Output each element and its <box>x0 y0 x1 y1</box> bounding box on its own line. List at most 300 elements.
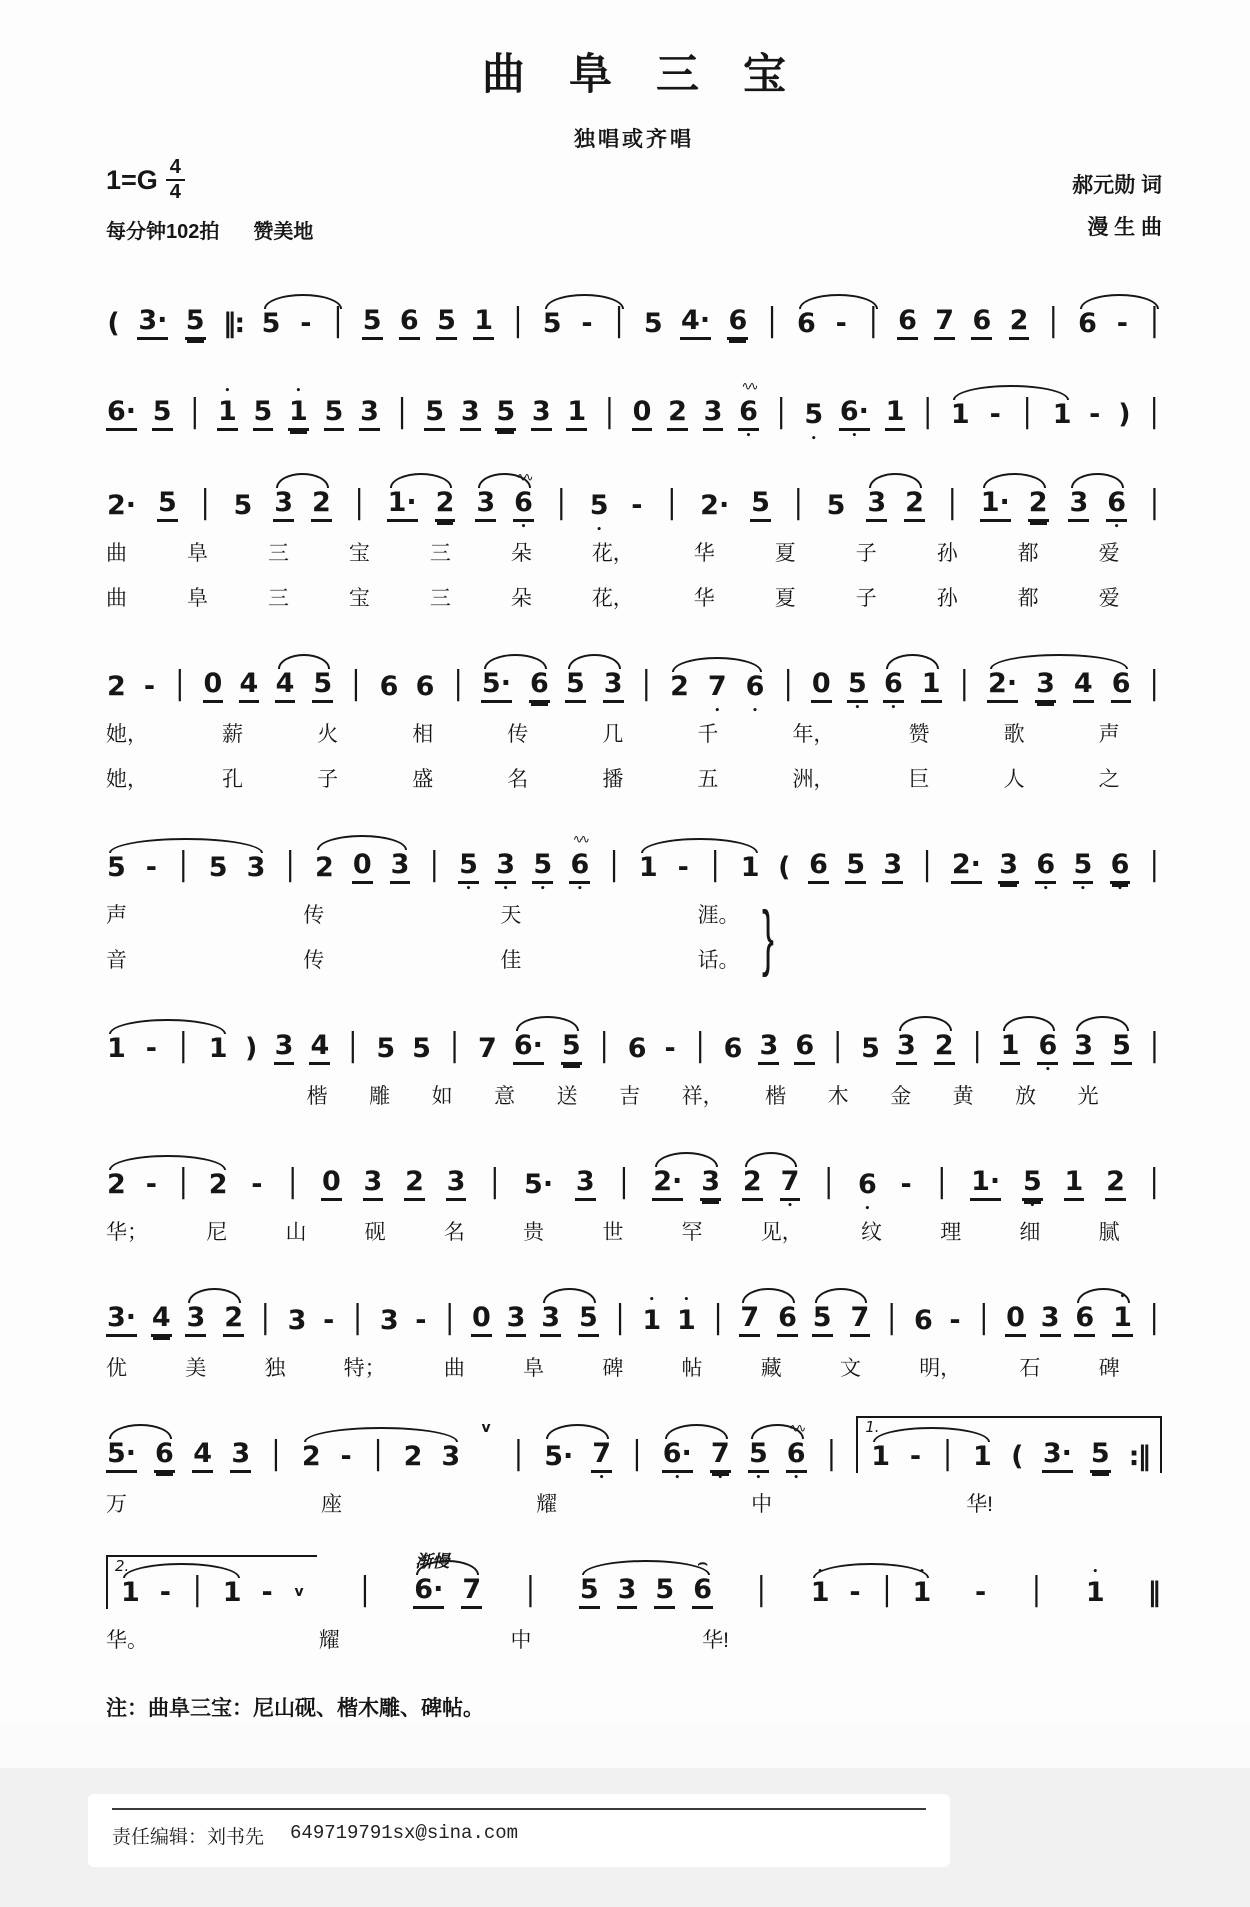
slur-group <box>542 302 627 340</box>
note: 2 <box>311 489 332 522</box>
note: 6 <box>529 670 550 703</box>
note: 5 <box>561 1032 582 1065</box>
ritardando-label: 渐慢 <box>415 1551 450 1572</box>
barline: | <box>1149 1299 1159 1336</box>
note: 6 • <box>1035 851 1056 884</box>
lyric-syllable: 话。 <box>697 949 740 973</box>
note: - <box>145 1032 157 1064</box>
slur-group <box>883 667 942 703</box>
slur-group <box>739 1301 798 1337</box>
slur-group <box>987 667 1131 703</box>
meta-left <box>106 157 313 244</box>
lyric-syllable: 世 <box>602 1221 624 1245</box>
volta-number: 2. <box>115 1556 130 1575</box>
lyric-syllable: 华! <box>702 1629 729 1653</box>
slur-group <box>540 1301 599 1337</box>
note: 2· <box>652 1168 683 1201</box>
note: • 1 <box>1085 1579 1106 1609</box>
note: 7 • <box>707 673 728 703</box>
lyric-syllable: 曲 <box>106 542 127 566</box>
key-label: 1=G <box>106 164 158 195</box>
lyric-syllable: 都 <box>1017 542 1039 566</box>
breath-mark: v <box>294 1583 304 1600</box>
barline: | <box>937 1163 947 1200</box>
lyrics-line-1 <box>106 1352 1120 1382</box>
note: ( <box>1011 1440 1024 1472</box>
note: 6 <box>777 1304 798 1337</box>
system-2 <box>106 373 1162 431</box>
note: 0 <box>1005 1304 1026 1337</box>
lyric-syllable: 她， <box>106 768 148 792</box>
note: 3 <box>998 851 1019 884</box>
note: 3· <box>137 307 168 340</box>
note: 2 <box>667 398 688 431</box>
barline: | <box>192 1571 202 1608</box>
barline: | <box>767 302 777 339</box>
note: 3 <box>603 670 624 703</box>
lyric-syllable: 子 <box>855 542 877 566</box>
note: 2· <box>987 670 1018 703</box>
note: 5 <box>861 1032 880 1064</box>
note: 6 <box>154 1440 175 1473</box>
note: 5 <box>107 851 126 883</box>
note: 5 <box>324 398 345 431</box>
barline: | <box>354 484 364 521</box>
lyric-syllable: 火 <box>317 723 339 747</box>
barline: | <box>360 1571 370 1608</box>
note: - <box>143 670 156 702</box>
lyric-syllable: 阜 <box>523 1357 545 1381</box>
lyrics-line-1 <box>106 899 740 929</box>
slur-group <box>261 302 346 340</box>
note: 3 • <box>495 851 516 884</box>
slur-group <box>273 486 332 522</box>
fermata-note: ⌢ 6 <box>692 1576 713 1609</box>
note: 0 <box>352 851 373 884</box>
note: 2· <box>700 489 730 521</box>
lyric-syllable: 五 <box>697 768 719 792</box>
trill-note: ∿∿ 6 • <box>738 398 759 431</box>
lyric-syllable: 腻 <box>1098 1221 1120 1245</box>
slur-group <box>810 1571 933 1609</box>
note: - <box>581 307 593 339</box>
slur-group <box>812 1301 871 1337</box>
note: 6 <box>794 1032 815 1065</box>
lyrics-line-1 <box>307 1080 1099 1110</box>
lyric-syllable: 曲 <box>443 1357 465 1381</box>
lyric-syllable: 夏 <box>774 542 796 566</box>
note: 6 • <box>1106 489 1127 522</box>
note: 1 <box>921 670 942 703</box>
note: 1 <box>740 851 760 883</box>
note: 1· <box>970 1168 1001 1201</box>
note: 5 <box>812 1304 833 1337</box>
barline: | <box>449 1027 460 1064</box>
slur-group <box>314 848 410 884</box>
slur-group <box>120 1571 243 1609</box>
lyric-syllable: 三 <box>267 542 289 566</box>
song-title: 曲阜三宝 <box>482 51 830 99</box>
barline: | <box>1149 1027 1159 1064</box>
lyric-syllable: 声 <box>1098 723 1120 747</box>
lyric-syllable: 意 <box>494 1085 516 1109</box>
slur-group <box>413 1573 482 1609</box>
note: • 1 <box>676 1307 697 1337</box>
note: 6· <box>413 1576 444 1609</box>
note: 6 <box>379 670 399 702</box>
note: - <box>1089 398 1101 430</box>
slur-group <box>1073 1029 1132 1065</box>
slur-group <box>106 1027 229 1065</box>
note: 5· <box>544 1440 574 1472</box>
lyric-syllable: 万 <box>106 1493 127 1517</box>
editor-email: 649719791sx@sina.com <box>290 1822 519 1845</box>
slur-group <box>106 846 266 884</box>
system-9 <box>106 1415 1162 1518</box>
slur-group <box>669 670 765 703</box>
note: 3 <box>287 1304 307 1336</box>
note: 3 <box>1073 1032 1094 1065</box>
note: 2 <box>301 1440 321 1472</box>
lyric-syllable: 吉 <box>619 1085 641 1109</box>
lyric-syllable: 声 <box>106 904 127 928</box>
note: 5 <box>578 1304 599 1337</box>
note: 6 • <box>1110 851 1131 884</box>
note: 3 <box>359 398 380 431</box>
slur-group <box>185 1301 244 1337</box>
lyric-syllable: 华。 <box>106 1629 148 1653</box>
note: - <box>323 1304 335 1336</box>
note: 6 <box>399 307 420 340</box>
note: 5 <box>1111 1032 1132 1065</box>
barline: | <box>445 1299 455 1336</box>
note: 6 <box>723 1032 743 1064</box>
barline: | <box>783 665 793 702</box>
note: 5 • <box>748 1440 769 1473</box>
note: 5 • <box>1073 851 1094 884</box>
lyrics-line-1 <box>106 718 1120 748</box>
note: 3 <box>390 851 411 884</box>
score <box>106 282 1162 1654</box>
note: 0 <box>811 670 832 703</box>
note: 5 <box>654 1576 675 1609</box>
note: - <box>909 1440 922 1472</box>
note: 1 <box>885 398 906 431</box>
note: 0 <box>203 670 224 703</box>
slur-group <box>652 1165 721 1201</box>
note: • 1 <box>217 398 238 431</box>
lyric-syllable: 细 <box>1019 1221 1041 1245</box>
lyric-syllable: 华 <box>693 587 715 611</box>
note: 2 <box>934 1032 955 1065</box>
note: 2 <box>742 1168 763 1201</box>
note: 3 <box>882 851 903 884</box>
barline: | <box>756 1571 766 1608</box>
note: 7 <box>850 1304 871 1337</box>
barline: | <box>490 1163 500 1200</box>
barline: | <box>288 1163 298 1200</box>
note: 0 <box>321 1168 342 1201</box>
barline: | <box>178 1027 188 1064</box>
note: 2 <box>223 1304 244 1337</box>
system-7 <box>106 1143 1162 1246</box>
lyric-syllable: 传 <box>303 904 325 928</box>
note: 5 <box>412 1032 431 1064</box>
note: 5 <box>362 307 383 340</box>
note: 6· <box>513 1032 544 1065</box>
barline: | <box>979 1299 989 1336</box>
barline: | <box>373 1435 383 1472</box>
lyric-syllable: 朵 <box>510 542 532 566</box>
barline: | <box>1149 665 1159 702</box>
notation-line <box>106 1551 1162 1609</box>
slur-group <box>543 1437 612 1473</box>
responsible-editor: 责任编辑：刘书先 <box>112 1827 265 1849</box>
slur-group <box>106 1163 229 1201</box>
note: - <box>835 307 847 339</box>
note: 2 <box>208 1168 228 1200</box>
note: 3 <box>575 1168 596 1201</box>
slur-group <box>513 1029 582 1065</box>
note: - <box>159 1576 171 1608</box>
barline: | <box>695 1027 705 1064</box>
time-denominator: 4 <box>169 181 181 204</box>
note: • 1 <box>1112 1304 1133 1337</box>
note: 3 <box>531 398 552 431</box>
note: 2· <box>951 851 982 884</box>
note: 3 <box>230 1440 251 1473</box>
lyric-syllable: 盛 <box>412 768 434 792</box>
barline: | <box>178 1163 188 1200</box>
note: 1 <box>950 398 970 430</box>
note: - <box>975 1576 987 1608</box>
note: - <box>664 1032 676 1064</box>
note: • 1 <box>641 1307 662 1337</box>
note: 3 <box>700 1168 721 1201</box>
lyric-syllable: 洲， <box>792 768 835 792</box>
lyric-syllable: 阜 <box>186 587 208 611</box>
note: 6· <box>106 398 137 431</box>
lyric-syllable: 楷 <box>306 1085 328 1109</box>
lyric-syllable: 音 <box>106 949 127 973</box>
note: 2 <box>403 1440 423 1472</box>
lyric-syllable: 美 <box>185 1357 207 1381</box>
barline: | <box>713 1299 723 1336</box>
note: 3 <box>1040 1304 1061 1337</box>
breath-mark: v <box>481 1420 491 1437</box>
barline: | <box>190 393 200 430</box>
lyric-syllable: 天 <box>500 904 522 928</box>
barline: | <box>833 1027 843 1064</box>
lyric-syllable: 尼 <box>206 1221 228 1245</box>
note: 1 <box>1000 1032 1021 1065</box>
note: 4 <box>309 1032 330 1065</box>
lyric-syllable: 薪 <box>222 723 244 747</box>
lyric-syllable: 贵 <box>523 1221 545 1245</box>
note: 1 <box>222 1576 242 1608</box>
note: 4 <box>239 670 260 703</box>
note: 1 <box>107 1032 126 1064</box>
system-1 <box>106 282 1162 340</box>
composer: 漫 生 曲 <box>1087 216 1162 240</box>
lyric-syllable: 楷 <box>765 1085 787 1109</box>
barline: | <box>453 665 463 702</box>
lyrics-line-1 <box>106 537 1120 567</box>
barline: | <box>260 1299 270 1336</box>
note: - <box>677 851 689 883</box>
note: 3 <box>896 1032 917 1065</box>
note: 5 <box>185 307 206 340</box>
system-5 <box>106 826 1162 978</box>
lyric-syllable: 优 <box>106 1357 127 1381</box>
volta-bracket <box>856 1416 1162 1473</box>
note: 5 <box>261 307 281 339</box>
note: 7 <box>478 1032 497 1064</box>
note: 3 <box>703 398 724 431</box>
lyric-syllable: 三 <box>429 587 451 611</box>
repeat-sign: :‖ <box>1128 1440 1149 1472</box>
note: 6· • <box>662 1440 693 1473</box>
slur-group <box>662 1437 731 1473</box>
expression-marking: 赞美地 <box>253 221 314 244</box>
note: 5 <box>845 851 866 884</box>
barline: | <box>619 1163 629 1200</box>
note: - <box>415 1304 427 1336</box>
note: - <box>1116 307 1129 339</box>
note: 2 <box>107 1168 126 1200</box>
note: 7 • <box>591 1440 612 1473</box>
note: 1 <box>208 1032 228 1064</box>
note: 4 <box>151 1304 172 1337</box>
lyric-syllable: 砚 <box>364 1221 386 1245</box>
lyric-syllable: 纹 <box>860 1221 882 1245</box>
lyricist: 郝元勋 词 <box>1072 174 1162 198</box>
lyric-syllable: 宝 <box>348 542 370 566</box>
note: - <box>340 1440 352 1472</box>
lyric-syllable: 名 <box>443 1221 465 1245</box>
slur-group <box>870 1435 993 1473</box>
note: 0 <box>632 398 653 431</box>
note: 5 <box>643 307 663 339</box>
barline: | <box>947 484 957 521</box>
note: 6 <box>1111 670 1132 703</box>
note: 5 <box>312 670 333 703</box>
note: - <box>145 851 157 883</box>
note: 3 <box>379 1304 399 1336</box>
note: 3 <box>246 851 266 883</box>
notation-line <box>106 464 1162 522</box>
lyric-syllable: 花， <box>591 542 634 566</box>
note: 5 <box>1090 1440 1111 1473</box>
system-8 <box>106 1279 1162 1382</box>
footer-rule <box>112 1808 926 1810</box>
note: 5 <box>152 398 173 431</box>
barline: | <box>525 1571 536 1608</box>
lyric-syllable: 孙 <box>936 587 958 611</box>
barline: | <box>959 665 969 702</box>
note: 7 <box>739 1304 760 1337</box>
slur-group <box>565 667 624 703</box>
barline: | <box>710 846 720 883</box>
lyric-syllable: 雕 <box>369 1085 391 1109</box>
note: 6 <box>727 307 748 340</box>
note: 5 <box>579 1576 600 1609</box>
slur-group <box>950 393 1073 431</box>
barline: | <box>922 846 932 883</box>
lyric-syllable: 独 <box>264 1357 286 1381</box>
note: 3 <box>506 1304 527 1337</box>
credits <box>1072 157 1162 249</box>
note: - <box>900 1168 912 1200</box>
note: 6 • <box>1037 1032 1058 1065</box>
note: 3 <box>866 489 887 522</box>
lyric-syllable: 中 <box>751 1493 773 1517</box>
lyric-syllable: 几 <box>602 723 624 747</box>
lyric-syllable: 相 <box>412 723 434 747</box>
lyric-syllable: 涯。 <box>697 904 740 928</box>
lyric-syllable: 播 <box>602 768 624 792</box>
barline: | <box>599 1027 609 1064</box>
lyric-syllable: 碑 <box>1098 1357 1120 1381</box>
note: 6 • <box>745 673 766 703</box>
note: 3· <box>1042 1440 1073 1473</box>
note: ( <box>778 851 791 883</box>
lyric-syllable: 石 <box>1019 1357 1041 1381</box>
barline: | <box>1149 484 1159 521</box>
note: 6· • <box>839 398 870 431</box>
slur-group <box>796 302 881 340</box>
barline: | <box>641 665 651 702</box>
system-3 <box>106 464 1162 612</box>
note: 5 <box>424 398 445 431</box>
barline: | <box>972 1027 982 1064</box>
lyric-syllable: 爱 <box>1098 542 1120 566</box>
tempo-line <box>106 215 313 244</box>
note: 5· <box>481 670 512 703</box>
note: 5· <box>106 1440 137 1473</box>
note: 3 <box>446 1168 467 1201</box>
barline: | <box>604 393 614 430</box>
barline: | <box>513 302 523 339</box>
notation-line <box>106 1279 1162 1337</box>
trill-note: ∿∿ 6 • <box>786 1440 807 1473</box>
lyric-syllable: 夏 <box>774 587 796 611</box>
note: 6 <box>1078 307 1097 339</box>
slur-group <box>301 1435 461 1473</box>
lyric-syllable: 传 <box>507 723 529 747</box>
slur-group <box>638 846 761 884</box>
barline: | <box>887 1299 897 1336</box>
note: ) <box>1118 398 1131 430</box>
note: ) <box>244 1032 258 1064</box>
slur-group <box>475 486 534 522</box>
note: 2 <box>315 851 334 883</box>
note: 3 <box>274 1032 295 1065</box>
lyric-syllable: 孙 <box>936 542 958 566</box>
lyric-syllable: 歌 <box>1003 723 1025 747</box>
slur-group <box>275 667 334 703</box>
barline: | <box>513 1435 523 1472</box>
lyric-syllable: 赞 <box>908 723 930 747</box>
note: 2 <box>670 670 689 702</box>
lyric-syllable: 曲 <box>106 587 127 611</box>
note: - <box>949 1304 961 1336</box>
lyrics-line-1 <box>106 1216 1120 1246</box>
note: 5 <box>565 670 586 703</box>
barline: | <box>429 846 439 883</box>
lyrics-brace: } <box>761 895 774 978</box>
note: • 1 <box>911 1579 932 1609</box>
